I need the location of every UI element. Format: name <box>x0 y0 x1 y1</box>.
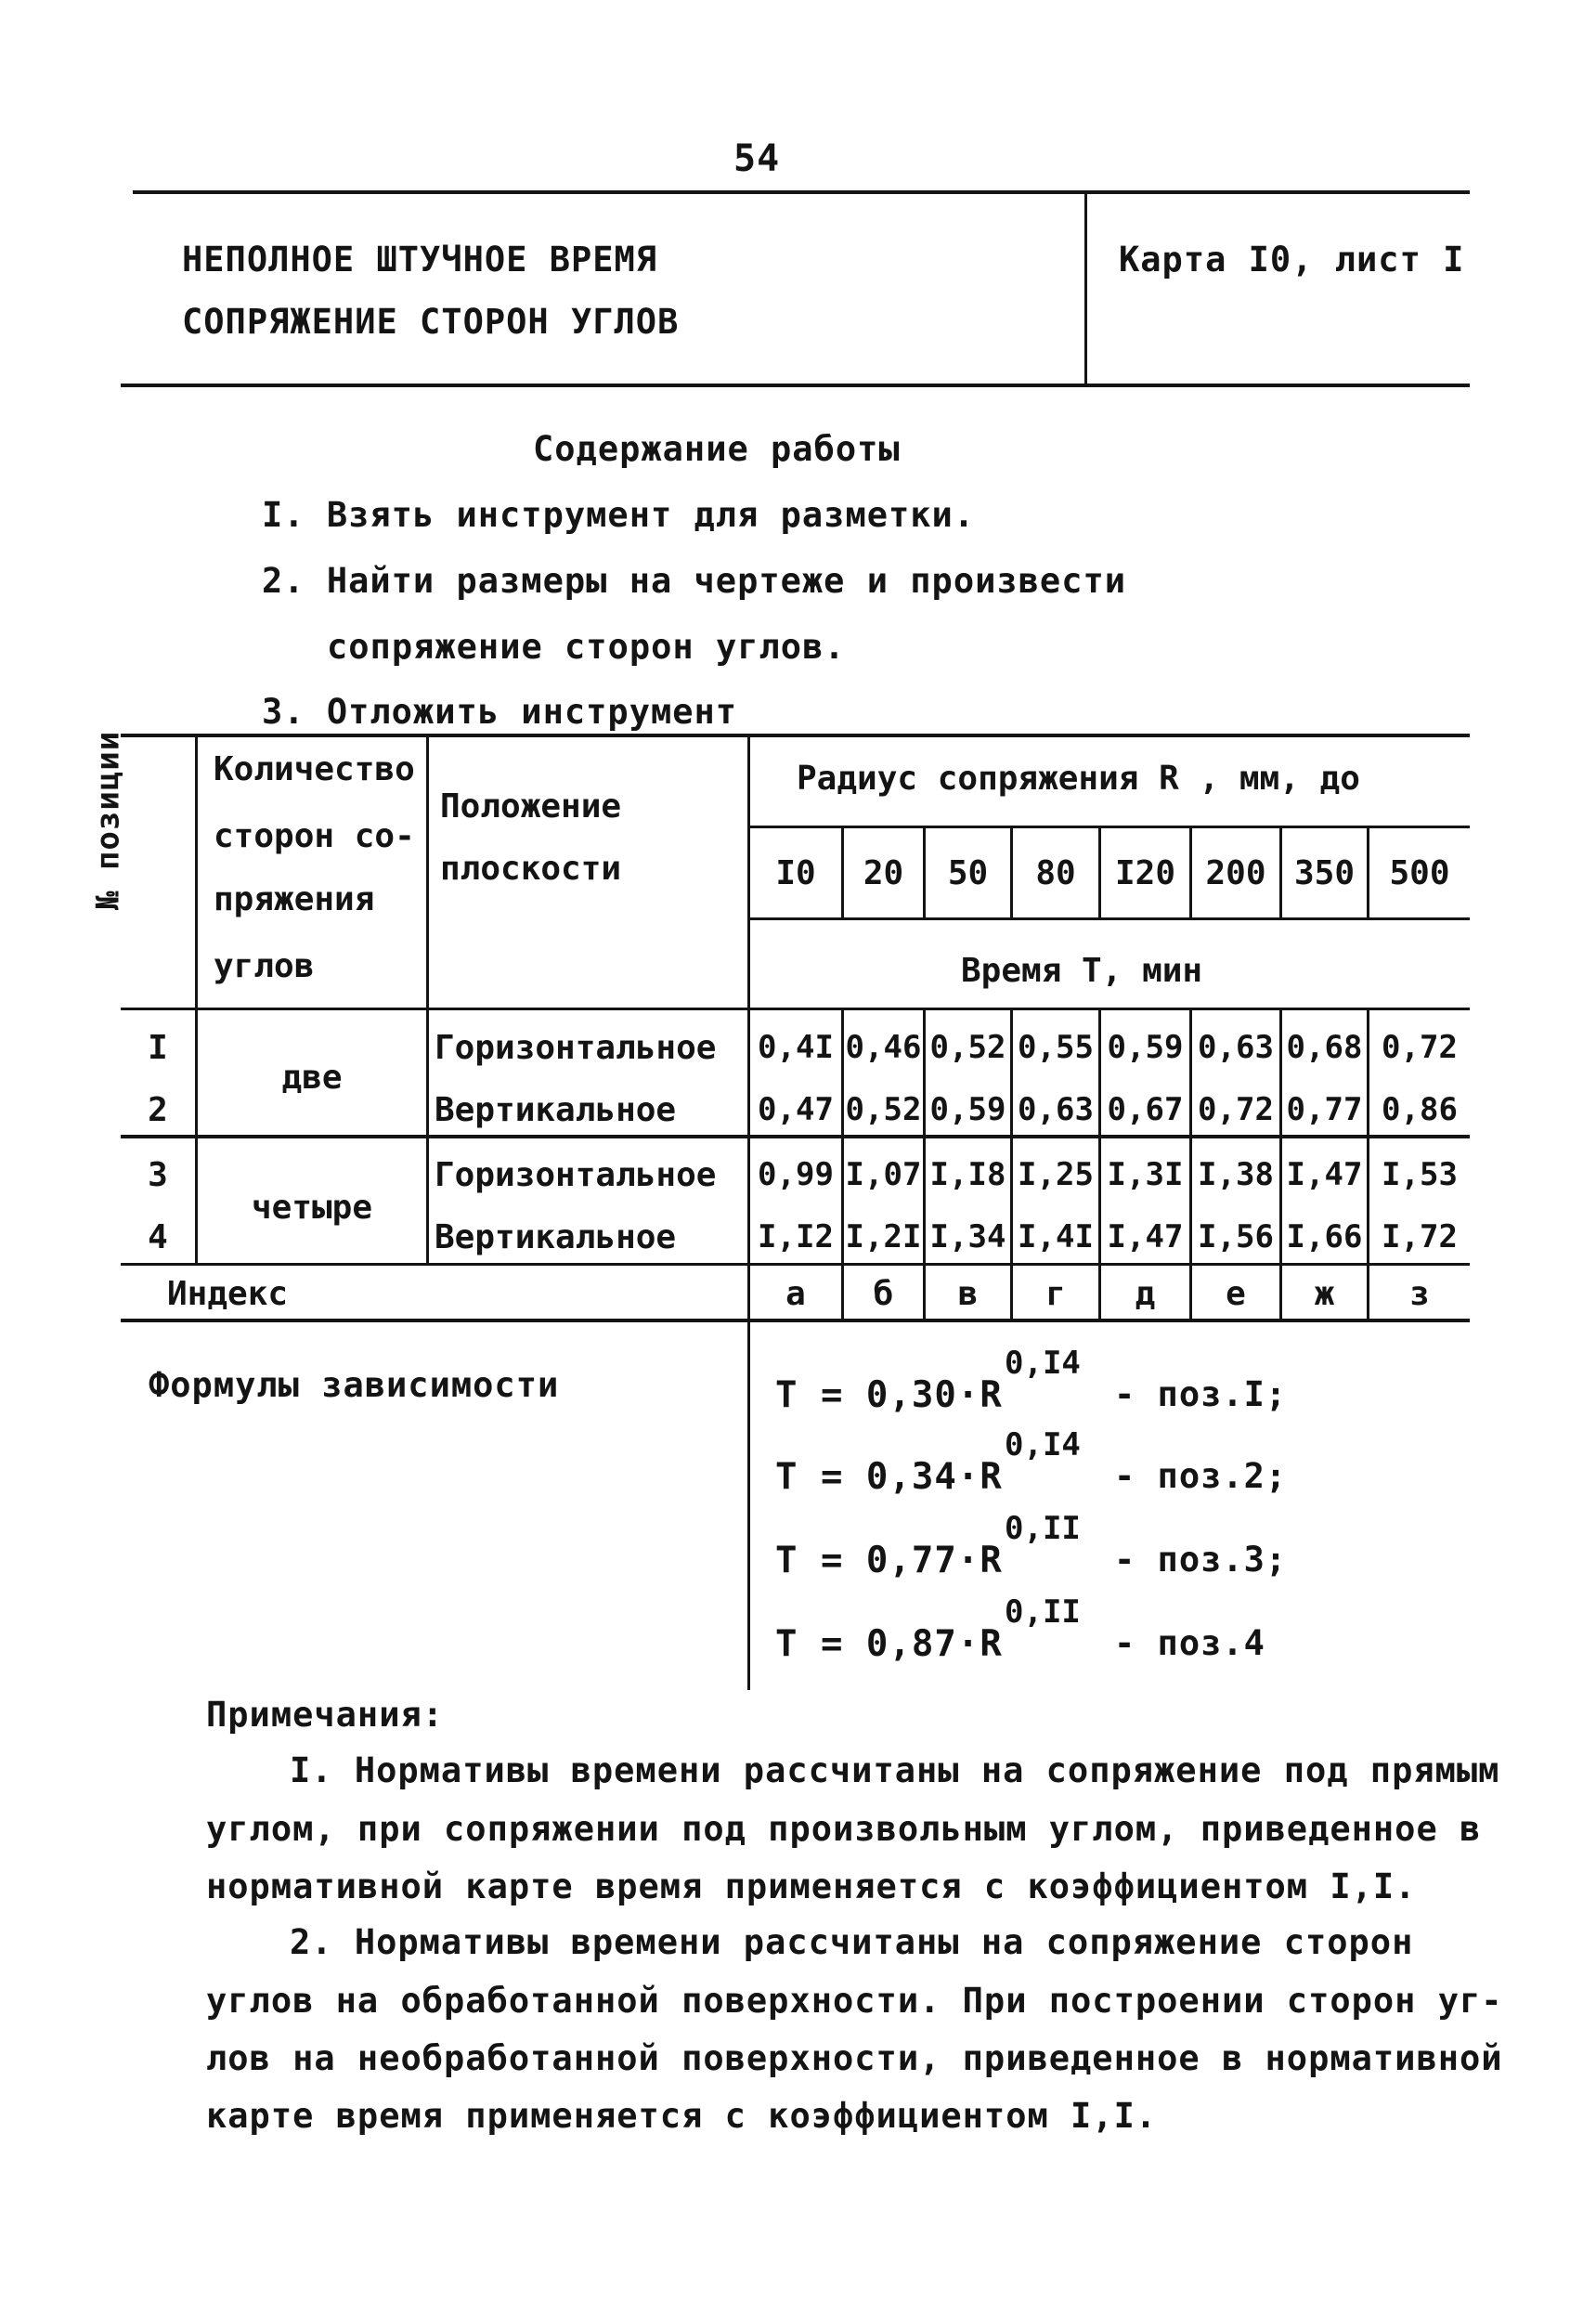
time-value: 0,47 <box>758 1091 834 1128</box>
formula-exponent: 0,I4 <box>1005 1345 1081 1382</box>
formula-exponent: 0,II <box>1005 1510 1081 1547</box>
time-value: I,66 <box>1286 1218 1363 1255</box>
index-label: Индекс <box>167 1275 289 1313</box>
formula-exponent: 0,I4 <box>1005 1426 1081 1463</box>
note1-line2: углом, при сопряжении под произвольным углом, приведенное в <box>206 1809 1482 1849</box>
plane-position: Вертикальное <box>435 1091 677 1129</box>
group-divider-rule <box>121 1135 1470 1138</box>
time-value: I,34 <box>929 1218 1006 1255</box>
time-value: 0,63 <box>1018 1091 1094 1128</box>
index-value: з <box>1409 1275 1430 1313</box>
work-item-1: I. Взять инструмент для разметки. <box>262 495 976 535</box>
note1-line1: I. Нормативы времени рассчитаны на сопряжение под прямым <box>290 1750 1500 1790</box>
plane-position: Горизонтальное <box>435 1029 717 1067</box>
time-value: 0,59 <box>929 1091 1006 1128</box>
time-value: 0,67 <box>1107 1091 1184 1128</box>
side-count-two: две <box>281 1059 343 1097</box>
formula-position: - поз.4 <box>1114 1623 1265 1663</box>
time-value: I,07 <box>845 1156 922 1193</box>
index-value: б <box>873 1275 894 1313</box>
time-value: I,53 <box>1382 1156 1458 1193</box>
time-value: I,47 <box>1286 1156 1363 1193</box>
card-reference: Карта I0, лист I <box>1119 240 1465 280</box>
radius-value: I0 <box>775 854 816 892</box>
time-value: 0,55 <box>1018 1029 1094 1066</box>
time-value: 0,68 <box>1286 1029 1363 1066</box>
position-number: 4 <box>148 1218 168 1256</box>
formula-base: Т = 0,30·R <box>775 1374 1003 1416</box>
index-value: г <box>1045 1275 1066 1313</box>
time-value: 0,52 <box>845 1091 922 1128</box>
position-number: I <box>148 1029 168 1067</box>
formula-base: Т = 0,87·R <box>775 1623 1003 1665</box>
time-header: Время Т, мин <box>961 952 1203 990</box>
table-top-rule <box>121 734 1470 737</box>
formula-position: - поз.2; <box>1114 1456 1288 1496</box>
time-value: 0,72 <box>1198 1091 1274 1128</box>
time-value: I,I8 <box>929 1156 1006 1193</box>
radius-value: 80 <box>1035 854 1076 892</box>
time-value: 0,52 <box>929 1029 1006 1066</box>
count-header-line3: пряжения <box>214 880 375 918</box>
radius-value: 500 <box>1389 854 1450 892</box>
work-item-2-line2: сопряжение сторон углов. <box>327 627 846 667</box>
time-value: 0,86 <box>1382 1091 1458 1128</box>
radius-values-rule <box>747 917 1470 920</box>
radius-header-rule <box>747 826 1470 828</box>
data-bottom-rule <box>121 1263 1470 1266</box>
time-value: 0,63 <box>1198 1029 1274 1066</box>
position-number-header: № позиции <box>89 730 127 910</box>
count-header-line4: углов <box>214 947 315 985</box>
header-top-rule <box>133 190 1470 194</box>
count-header-line2: сторон со- <box>214 817 415 855</box>
header-title-line2: СОПРЯЖЕНИЕ СТОРОН УГЛОВ <box>182 302 680 342</box>
index-value: д <box>1135 1275 1156 1313</box>
index-value: а <box>785 1275 806 1313</box>
time-value: I,3I <box>1107 1156 1184 1193</box>
header-bottom-rule <box>121 384 1470 387</box>
header-divider <box>1084 193 1087 386</box>
position-header-line2: плоскости <box>440 850 622 888</box>
note2-line1: 2. Нормативы времени рассчитаны на сопряжение сторон <box>290 1922 1414 1962</box>
time-value: 0,46 <box>845 1029 922 1066</box>
radius-value: 20 <box>863 854 904 892</box>
table-header-bottom-rule <box>121 1008 1470 1010</box>
radius-value: 350 <box>1293 854 1356 892</box>
time-value: 0,99 <box>758 1156 834 1193</box>
work-item-3: 3. Отложить инструмент <box>262 692 738 732</box>
plane-position: Горизонтальное <box>435 1156 717 1194</box>
col-rule-pos <box>195 735 198 1263</box>
formula-position: - поз.3; <box>1114 1540 1288 1580</box>
note2-line2: углов на обработанной поверхности. При построении сторон уг- <box>206 1981 1503 2021</box>
time-value: I,25 <box>1018 1156 1094 1193</box>
radius-value: 200 <box>1205 854 1266 892</box>
note1-line3: нормативной карте время применяется с коэффициентом I,I. <box>206 1866 1417 1906</box>
time-value: I,47 <box>1107 1218 1184 1255</box>
position-number: 3 <box>148 1156 168 1194</box>
formula-base: Т = 0,77·R <box>775 1540 1003 1581</box>
index-bottom-rule <box>121 1319 1470 1322</box>
work-content-heading: Содержание работы <box>533 429 901 469</box>
position-header-line1: Положение <box>440 787 622 826</box>
col-rule-count <box>426 735 429 1263</box>
count-header-line1: Количество <box>214 750 415 788</box>
formulas-label: Формулы зависимости <box>149 1365 560 1405</box>
page-number: 54 <box>733 137 781 180</box>
index-value: ж <box>1314 1275 1335 1313</box>
formula-position: - поз.I; <box>1114 1374 1288 1414</box>
work-item-2-line1: 2. Найти размеры на чертеже и произвести <box>262 561 1127 601</box>
time-value: 0,77 <box>1286 1091 1363 1128</box>
position-number: 2 <box>148 1091 168 1129</box>
time-value: I,72 <box>1382 1218 1458 1255</box>
index-value: в <box>957 1275 979 1313</box>
time-value: I,38 <box>1198 1156 1274 1193</box>
index-value: е <box>1226 1275 1246 1313</box>
time-value: I,56 <box>1198 1218 1274 1255</box>
notes-heading: Примечания: <box>206 1695 445 1735</box>
plane-position: Вертикальное <box>435 1218 677 1256</box>
formula-base: Т = 0,34·R <box>775 1456 1003 1498</box>
header-title-line1: НЕПОЛНОЕ ШТУЧНОЕ ВРЕМЯ <box>182 240 658 280</box>
time-value: 0,4I <box>758 1029 834 1066</box>
note2-line4: карте время применяется с коэффициентом I,I. <box>206 2096 1158 2136</box>
time-value: I,I2 <box>758 1218 834 1255</box>
formula-exponent: 0,II <box>1005 1593 1081 1631</box>
time-value: I,4I <box>1018 1218 1094 1255</box>
radius-value: I20 <box>1114 854 1176 892</box>
time-value: 0,72 <box>1382 1029 1458 1066</box>
radius-value: 50 <box>947 854 989 892</box>
side-count-four: четыре <box>251 1189 373 1227</box>
time-value: 0,59 <box>1107 1029 1184 1066</box>
time-value: I,2I <box>845 1218 922 1255</box>
radius-header: Радиус сопряжения R , мм, до <box>797 760 1360 798</box>
note2-line3: лов на необработанной поверхности, приведенное в нормативной <box>206 2038 1503 2078</box>
